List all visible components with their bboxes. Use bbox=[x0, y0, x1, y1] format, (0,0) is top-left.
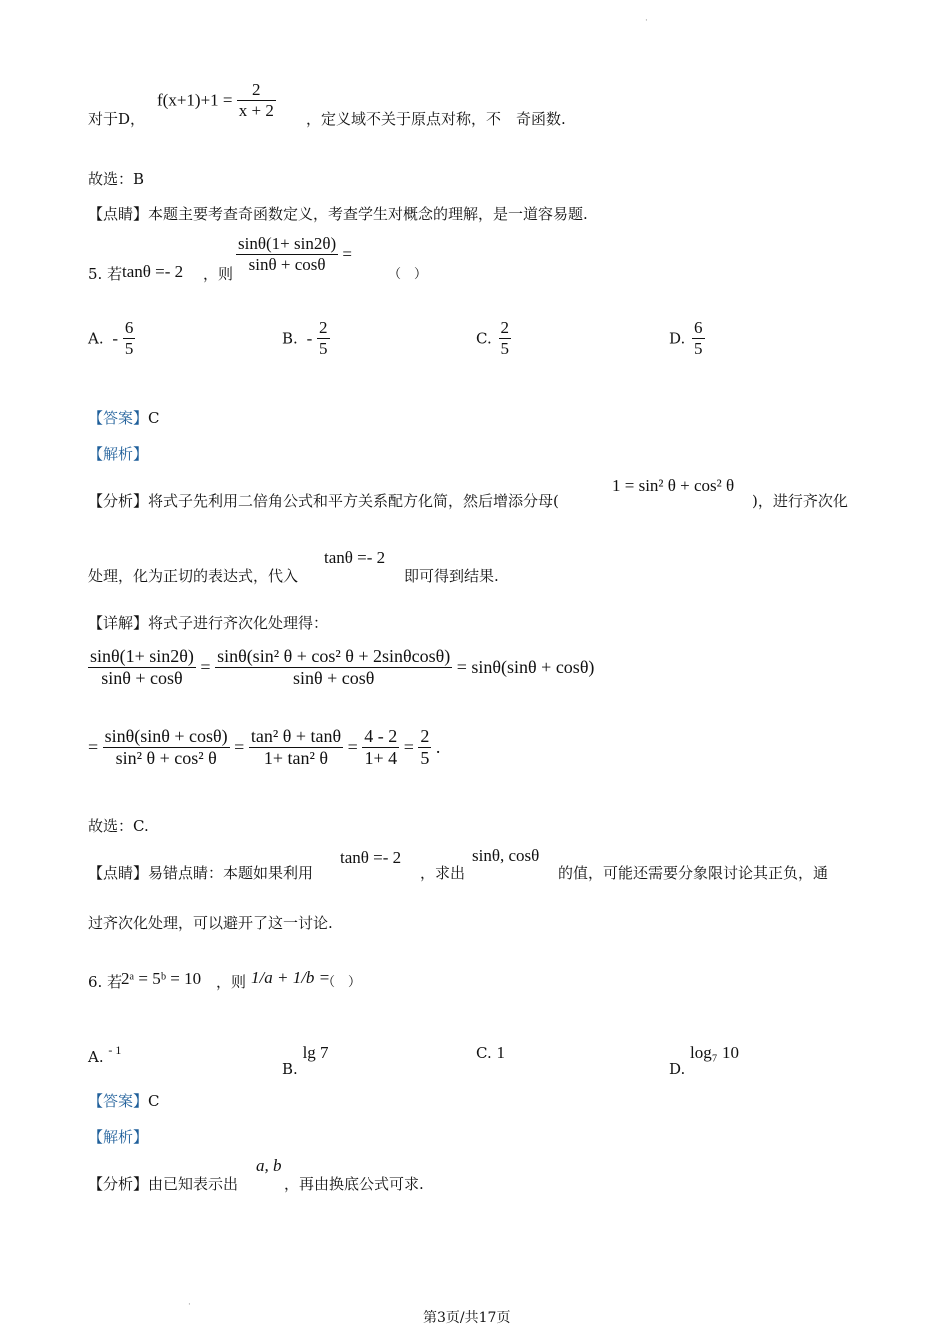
q5-analysis-text2: )，进行齐次化 bbox=[752, 492, 848, 510]
q5-tip-prefix: 【点睛】易错点睛：本题如果利用 bbox=[88, 864, 314, 882]
q5-tip-formula2: sinθ, cosθ bbox=[472, 846, 540, 865]
q6-paren: （ ） bbox=[322, 975, 362, 990]
q5-analysis-formula: 1 = sin² θ + cos² θ bbox=[612, 476, 735, 495]
q6-option-c: C. 1 bbox=[476, 1043, 505, 1062]
q5-stem-cond: tanθ =- 2 bbox=[122, 262, 184, 281]
q6-option-d: D. log₇ 10 bbox=[669, 1043, 739, 1078]
q5-answer: 【答案】C bbox=[88, 409, 160, 427]
q5-analysis-line2-formula: tanθ =- 2 bbox=[324, 548, 386, 567]
q5-option-b: B. - $\frac{2}{5}$ bbox=[282, 318, 328, 358]
q6-stem-sum: 1/a + 1/b = bbox=[251, 968, 331, 987]
q6-stem-mid: ，则 bbox=[216, 973, 247, 991]
page-footer: 第3页/共17页 bbox=[423, 1310, 511, 1326]
q4-answer: 故选：B bbox=[88, 170, 145, 188]
q6-stem-prefix: 6. 若 bbox=[88, 973, 123, 991]
q4-formula: f(x+1)+1 = $\frac{2}{x + 2}$ bbox=[157, 80, 274, 120]
q5-detail: 【详解】将式子进行齐次化处理得： bbox=[88, 614, 329, 632]
q5-option-a: A. - $\frac{6}{5}$ bbox=[88, 318, 134, 358]
q5-tip-suffix: 的值，可能还需要分象限讨论其正负，通 bbox=[558, 864, 829, 882]
q5-analysis-text1: 【分析】将式子先利用二倍角公式和平方关系配方化简，然后增添分母( bbox=[88, 492, 559, 510]
q6-analysis-label: 【解析】 bbox=[88, 1128, 149, 1146]
q4-comment: 【点睛】本题主要考查奇函数定义，考查学生对概念的理解，是一道容易题. bbox=[88, 205, 588, 223]
q5-tip-mid: ，求出 bbox=[420, 864, 466, 882]
q5-stem-mid: ，则 bbox=[203, 265, 234, 283]
q6-analysis-formula: a, b bbox=[256, 1156, 282, 1175]
corner-mark-bottom: · bbox=[188, 1300, 191, 1310]
q5-option-c: C. $\frac{2}{5}$ bbox=[476, 318, 509, 358]
q4-line-suffix: ，定义域不关于原点对称，不 奇函数. bbox=[306, 110, 566, 128]
q5-stem-fraction: $\frac{\sin\theta(1+ \sin 2\theta)}{\sin\theta + \cos\theta}$ = bbox=[238, 234, 352, 274]
q6-option-a: A. $^{- 1}$ bbox=[88, 1043, 122, 1066]
q5-analysis-line2: 处理，化为正切的表达式，代入 bbox=[88, 567, 299, 585]
q5-analysis-line2-suffix: 即可得到结果. bbox=[404, 567, 499, 585]
q5-tip-formula1: tanθ =- 2 bbox=[340, 848, 402, 867]
q5-final-answer: 故选：C. bbox=[88, 817, 149, 835]
q6-analysis-prefix: 【分析】由已知表示出 bbox=[88, 1175, 239, 1193]
q5-derivation-line2: = $\frac{\sin\theta(\sin\theta + \cos\theta)}{\text{sin² θ + cos² θ}}$ = $\frac{\text{tan² θ + tanθ}}{\text{1+ tan² θ}}$ = $\frac{4 - 2}{1+ 4}$ = $\frac{2}{5}$ . bbox=[88, 726, 441, 768]
q6-analysis-suffix: ，再由换底公式可求. bbox=[284, 1175, 424, 1193]
q5-derivation-line1: $\frac{\sin\theta(1+ \sin 2\theta)}{\sin\theta + \cos\theta}$ = $\frac{\text{sinθ(sin² θ + cos² θ + 2sinθcosθ)}}{\sin\theta + \cos\theta}$ = sinθ(sinθ + cosθ) bbox=[90, 646, 595, 688]
corner-mark: · bbox=[645, 16, 648, 26]
q6-option-b: B. lg 7 bbox=[282, 1043, 329, 1078]
q6-answer: 【答案】C bbox=[88, 1092, 160, 1110]
q5-stem-prefix: 5. 若 bbox=[88, 265, 123, 283]
q5-paren: （ ） bbox=[388, 267, 428, 282]
q5-option-d: D. $\frac{6}{5}$ bbox=[669, 318, 703, 358]
q6-stem-formula: 2ᵃ = 5ᵇ = 10 bbox=[121, 969, 202, 988]
q4-line-d: 对于D， bbox=[88, 110, 146, 128]
q5-tip-line2: 过齐次化处理，可以避开了这一讨论. bbox=[88, 914, 333, 932]
q5-analysis-label: 【解析】 bbox=[88, 445, 149, 463]
